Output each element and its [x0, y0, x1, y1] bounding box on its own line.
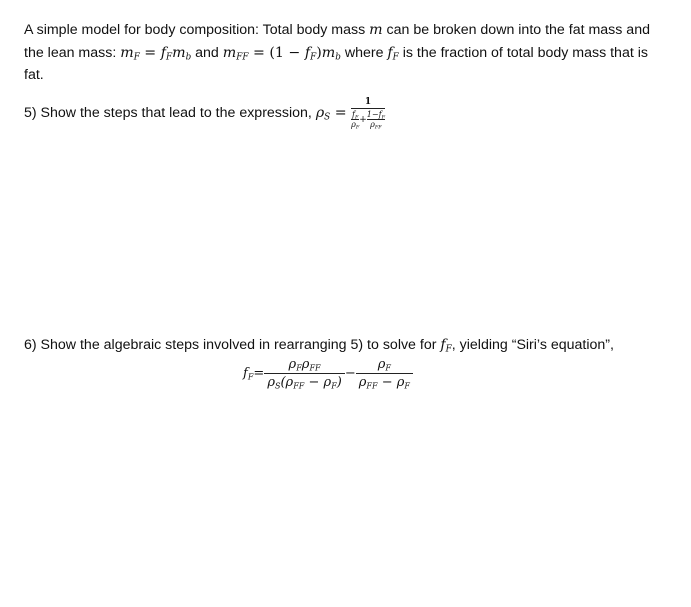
symbol-mFF: $m_{FF}$ [222, 44, 249, 63]
siri-equation [243, 356, 413, 391]
equals-sign: = [330, 104, 352, 121]
first-fraction [264, 356, 345, 391]
intro-paragraph [24, 19, 664, 87]
symbol-mb: $m_b$ [172, 44, 192, 63]
second-denominator: $\rho_{FF} - \rho_F$ [356, 373, 413, 391]
equals-sign: = [253, 366, 265, 381]
first-numerator: $\rho_F\rho_{FF}$ [288, 357, 321, 373]
question-6-text: , yielding “Siri’s equation”, [451, 337, 614, 353]
symbol-mF: $m_F$ [120, 44, 140, 63]
equation-part: = (1 − [248, 44, 305, 61]
intro-text: is the fraction of total body mass that is fat. [24, 44, 648, 83]
first-denominator: $\rho_S(\rho_{FF} - \rho_F)$ [264, 373, 345, 391]
second-numerator: $\rho_F$ [377, 357, 391, 373]
fat-term: $\frac{f_F}{\rho_F}$ [351, 110, 360, 131]
symbol-m: m [369, 22, 383, 38]
intro-text: can be broken down into the fat mass and the lean mass: [24, 22, 650, 61]
symbol-fF: $f_F$ [387, 44, 399, 63]
paren: ) [316, 44, 322, 61]
minus-sign: − [344, 366, 356, 381]
symbol-mb: $m_b$ [321, 44, 341, 63]
density-fraction [351, 97, 385, 129]
fraction-numerator: 1 [364, 97, 372, 107]
symbol-rhoS: $\rho_S$ [315, 104, 331, 123]
question-6 [24, 335, 614, 355]
lean-term: $1-f_F$ $\rho_{FF}$ [366, 110, 385, 131]
intro-text: A simple model for body composition: Total body mass [24, 22, 370, 38]
question-5-text: 5) Show the steps that lead to the expression, [24, 104, 316, 121]
fraction-denominator [351, 108, 385, 129]
symbol-fF: $f_F$ [243, 366, 254, 382]
plus-sign: + [359, 115, 367, 125]
symbol-fF: $f_F$ [440, 337, 452, 355]
symbol-fF: $f_F$ [304, 44, 317, 63]
intro-text: and [191, 44, 223, 61]
intro-text: where [340, 44, 388, 61]
question-6-text: 6) Show the algebraic steps involved in rearranging 5) to solve for [24, 337, 441, 353]
second-fraction [356, 356, 413, 391]
symbol-fF: $f_F$ [160, 44, 173, 63]
equals-sign: = [139, 44, 161, 61]
question-5 [24, 97, 385, 129]
